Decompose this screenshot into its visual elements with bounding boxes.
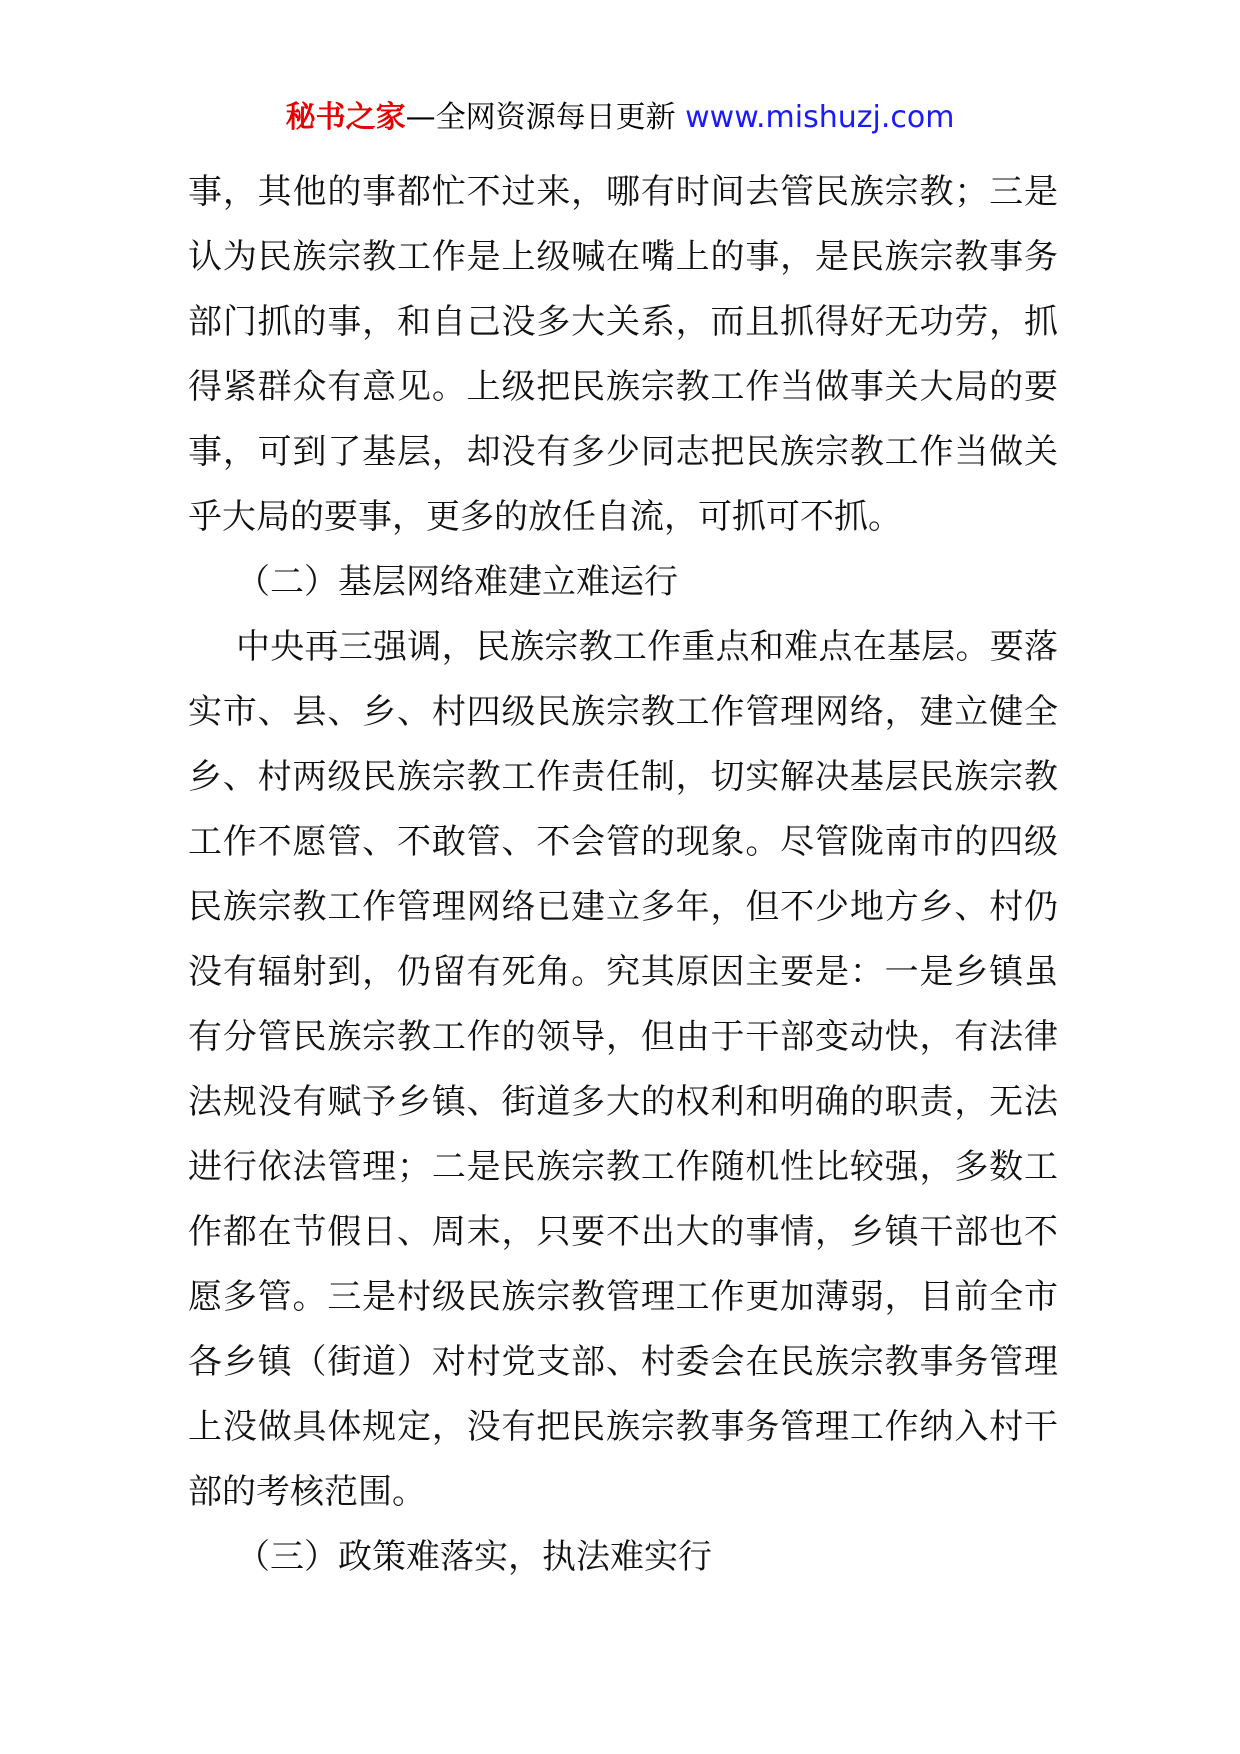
- header-site-link[interactable]: www.mishuzj.com: [685, 100, 955, 135]
- document-body: [188, 160, 1058, 1590]
- section-heading-3: （三）政策难落实，执法难实行: [236, 1537, 712, 1577]
- header-tagline: —全网资源每日更新: [405, 100, 686, 135]
- paragraph-continuation: 事，其他的事都忙不过来，哪有时间去管民族宗教；三是认为民族宗教工作是上级喊在嘴上的事，是民族宗教事务部门抓的事，和自己没多大关系，而且抓得好无功劳，抓得紧群众有意见。上级把民族宗教工作当做事关大局的要事，可到了基层，却没有多少同志把民族宗教工作当做关乎大局的要事，更多的放任自流，可抓可不抓。: [188, 172, 1058, 537]
- document-header: [0, 98, 1240, 138]
- paragraph-body: 中央再三强调，民族宗教工作重点和难点在基层。要落实市、县、乡、村四级民族宗教工作管理网络，建立健全乡、村两级民族宗教工作责任制，切实解决基层民族宗教工作不愿管、不敢管、不会管的现象。尽管陇南市的四级民族宗教工作管理网络已建立多年，但不少地方乡、村仍没有辐射到，仍留有死角。究其原因主要是：一是乡镇虽有分管民族宗教工作的领导，但由于干部变动快，有法律法规没有赋予乡镇、街道多大的权利和明确的职责，无法进行依法管理；二是民族宗教工作随机性比较强，多数工作都在节假日、周末，只要不出大的事情，乡镇干部也不愿多管。三是村级民族宗教管理工作更加薄弱，目前全市各乡镇（街道）对村党支部、村委会在民族宗教事务管理上没做具体规定，没有把民族宗教事务管理工作纳入村干部的考核范围。: [188, 627, 1058, 1512]
- header-brand: 秘书之家: [285, 100, 406, 135]
- section-heading-2: （二）基层网络难建立难运行: [236, 562, 678, 602]
